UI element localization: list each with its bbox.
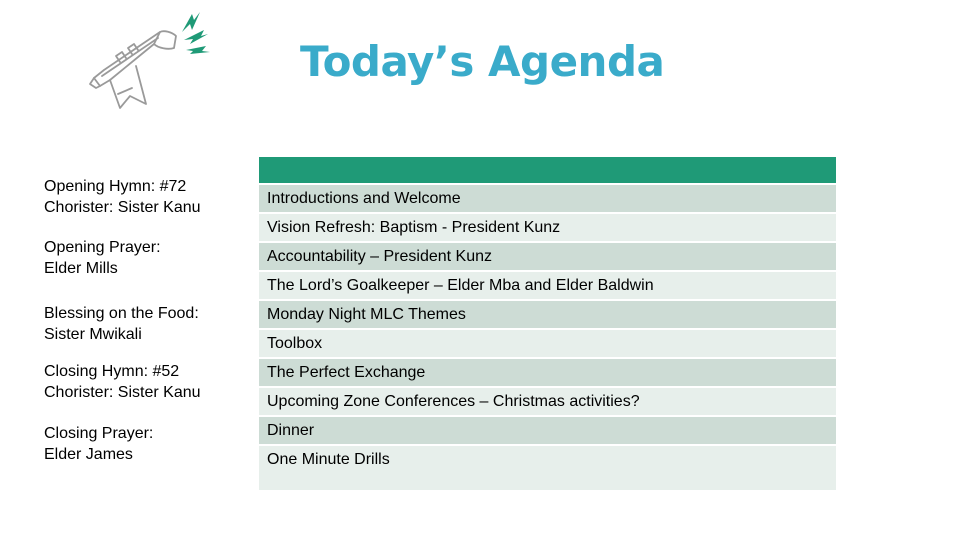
agenda-item: Monday Night MLC Themes (259, 300, 836, 329)
agenda-table (259, 157, 836, 490)
role-line: Elder Mills (44, 260, 118, 277)
role-line: Closing Prayer: (44, 425, 154, 442)
agenda-item: Dinner (259, 416, 836, 445)
table-row (259, 271, 836, 300)
table-row (259, 242, 836, 271)
role-opening-hymn (44, 176, 249, 218)
page-title: Today’s Agenda (300, 37, 665, 86)
table-row (259, 329, 836, 358)
table-header (259, 157, 836, 184)
agenda-item: One Minute Drills (259, 445, 836, 490)
role-line: Opening Hymn: #72 (44, 178, 187, 195)
table-row (259, 445, 836, 490)
role-line: Closing Hymn: #52 (44, 363, 180, 380)
table-row (259, 387, 836, 416)
table-row (259, 358, 836, 387)
role-blessing-food (44, 303, 249, 345)
role-line: Sister Mwikali (44, 326, 142, 343)
table-row (259, 300, 836, 329)
role-line: Elder James (44, 446, 133, 463)
role-closing-prayer (44, 423, 249, 465)
trumpet-icon (80, 4, 220, 116)
agenda-item: Vision Refresh: Baptism - President Kunz (259, 213, 836, 242)
role-line: Chorister: Sister Kanu (44, 384, 201, 401)
agenda-item: The Lord’s Goalkeeper – Elder Mba and Elder Baldwin (259, 271, 836, 300)
table-row (259, 213, 836, 242)
agenda-item: Accountability – President Kunz (259, 242, 836, 271)
table-row (259, 416, 836, 445)
role-line: Blessing on the Food: (44, 305, 199, 322)
agenda-item: Upcoming Zone Conferences – Christmas activities? (259, 387, 836, 416)
agenda-item: Toolbox (259, 329, 836, 358)
role-closing-hymn (44, 361, 249, 403)
table-header-row (259, 157, 836, 184)
role-line: Chorister: Sister Kanu (44, 199, 201, 216)
role-line: Opening Prayer: (44, 239, 161, 256)
role-opening-prayer (44, 237, 249, 279)
agenda-item: Introductions and Welcome (259, 184, 836, 213)
table-row (259, 184, 836, 213)
agenda-item: The Perfect Exchange (259, 358, 836, 387)
